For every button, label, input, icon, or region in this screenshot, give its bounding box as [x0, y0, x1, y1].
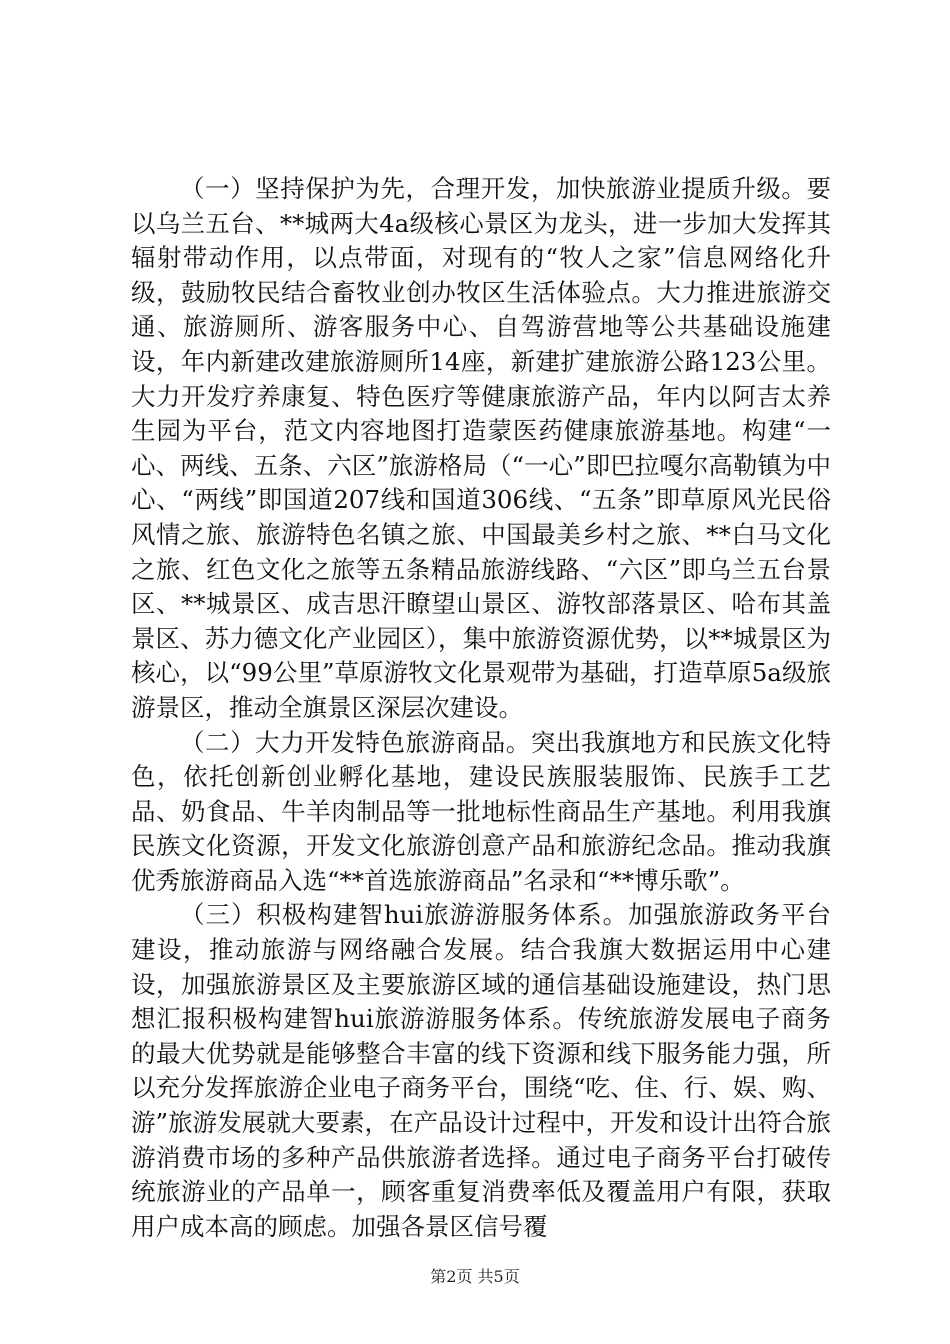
page-number-label: 第2页 共5页: [430, 1267, 520, 1286]
paragraph-3: （三）积极构建智hui旅游游服务体系。加强旅游政务平台建设，推动旅游与网络融合发展。结合我旗大数据运用中心建设，加强旅游景区及主要旅游区域的通信基础设施建设，热门思想汇报积极构建智hui旅游游服务体系。传统旅游发展电子商务的最大优势就是能够整合丰富的线下资源和线下服务能力强，所以充分发挥旅游企业电子商务平台，围绕“吃、住、行、娱、购、游”旅游发展就大要素，在产品设计过程中，开发和设计出符合旅游消费市场的多种产品供旅游者选择。通过电子商务平台打破传统旅游业的产品单一，顾客重复消费率低及覆盖用户有限，获取用户成本高的顾虑。加强各景区信号覆: [131, 900, 831, 1241]
page-footer: [0, 1264, 950, 1287]
paragraph-1: （一）坚持保护为先，合理开发，加快旅游业提质升级。要以乌兰五台、**城两大4a级核心景区为龙头，进一步加大发挥其辐射带动作用，以点带面，对现有的“牧人之家”信息网络化升级，鼓励牧民结合畜牧业创办牧区生活体验点。大力推进旅游交通、旅游厕所、游客服务中心、自驾游营地等公共基础设施建设，年内新建改建旅游厕所14座，新建扩建旅游公路123公里。大力开发疗养康复、特色医疗等健康旅游产品，年内以阿吉太养生园为平台，范文内容地图打造蒙医药健康旅游基地。构建“一心、两线、五条、六区”旅游格局（“一心”即巴拉嘎尔高勒镇为中心、“两线”即国道207线和国道306线、“五条”即草原风光民俗风情之旅、旅游特色名镇之旅、中国最美乡村之旅、**白马文化之旅、红色文化之旅等五条精品旅游线路、“六区”即乌兰五台景区、**城景区、成吉思汗瞭望山景区、游牧部落景区、哈布其盖景区、苏力德文化产业园区），集中旅游资源优势，以**城景区为核心，以“99公里”草原游牧文化景观带为基础，打造草原5a级旅游景区，推动全旗景区深层次建设。: [131, 174, 831, 722]
paragraph-2: （二）大力开发特色旅游商品。突出我旗地方和民族文化特色，依托创新创业孵化基地，建设民族服装服饰、民族手工艺品、奶食品、牛羊肉制品等一批地标性商品生产基地。利用我旗民族文化资源，开发文化旅游创意产品和旅游纪念品。推动我旗优秀旅游商品入选“**首选旅游商品”名录和“**博乐歌”。: [131, 727, 831, 895]
document-body: [131, 172, 831, 1244]
